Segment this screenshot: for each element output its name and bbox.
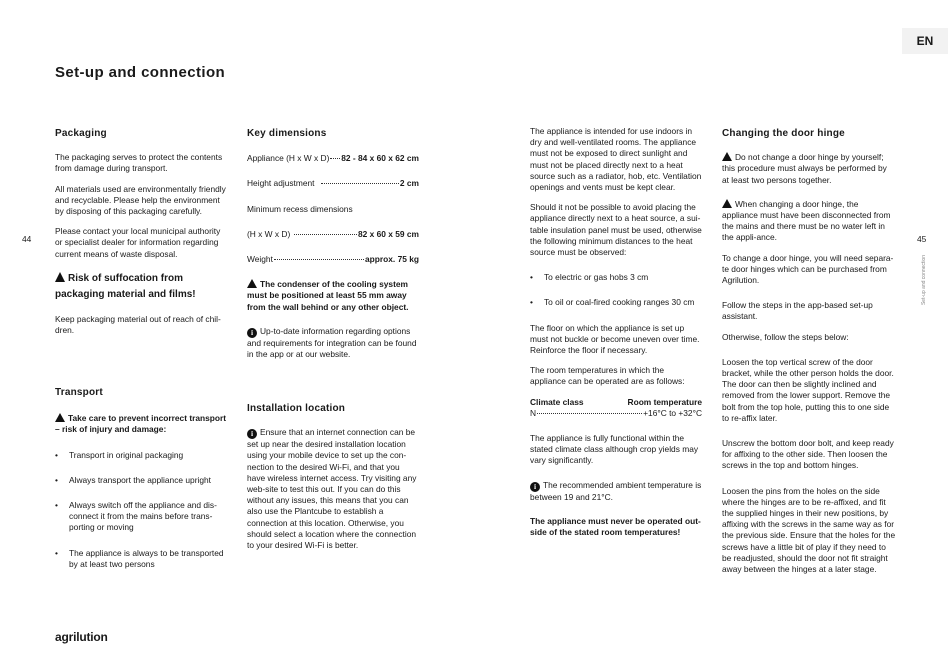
page-number-left: 44 [22, 234, 32, 244]
ambient-temp-info [530, 480, 702, 503]
ambient-temp-info-text: The recommended ambient temperature is between 19 and 21°C. [530, 479, 702, 502]
hinge-text-4: Loosen the top vertical screw of the door bracket, while the other person holds the door. The door can then be slightly inclined and removed from the lower support. Remove the bolt from the top hole, putting this to one side to re-affix later. [722, 356, 894, 423]
height-adjust-value: 2 cm [399, 178, 419, 189]
warning-icon [247, 279, 257, 288]
transport-bullet-1: Transport in original packaging [69, 449, 184, 460]
location-requirements [530, 126, 702, 538]
dimension-row-weight [247, 254, 419, 265]
recess-sub-label: (H x W x D) [247, 228, 291, 239]
room-temp-header: Room temperature [627, 396, 702, 407]
hinge-text-6: Loosen the pins from the holes on the side where the hinges are to be re-affixed, and fit the supplied hinges in their new positions, by affixing with the screws in the same way as for the previous side. Ensure that the holes for the screws have a little bit of play if they need to be readjusted, should the door not fit straight away between the hinges at a later stage. [722, 485, 896, 575]
transport-heading: Transport [55, 387, 103, 398]
condenser-warning-text: The condenser of the cooling system must be positioned at least 55 mm away from the wall behind or any other object. [247, 279, 409, 312]
packaging-section [55, 128, 230, 336]
room-temp-value: +16°C to +32°C [643, 407, 702, 418]
suffocation-warning [55, 271, 230, 303]
key-dimensions-section [247, 128, 419, 360]
dimension-row-recess [247, 229, 419, 240]
suffocation-warning-text: Risk of suffocation from packaging material and films! [55, 272, 196, 300]
appliance-dim-value: 82 - 84 x 60 x 62 cm [341, 153, 419, 164]
transport-bullet-4: The appliance is always to be transported by at least two persons [69, 547, 224, 569]
warning-icon [722, 152, 732, 161]
warning-icon [55, 272, 65, 282]
installation-info [247, 427, 419, 551]
hinge-warning-1 [722, 152, 896, 186]
hinge-text-5: Unscrew the bottom door bolt, and keep ready for affixing to the other side. Then loosen the screws in the top and bottom hinges. [722, 438, 894, 471]
location-text-3: The floor on which the appliance is set up must not buckle or become uneven over time. Reinforce the floor if necessary. [530, 322, 700, 356]
info-icon: i [247, 429, 257, 439]
distance-bullet-2: To oil or coal-fired cooking ranges 30 cm [544, 297, 695, 308]
temperature-warning: The appliance must never be operated out-side of the stated room temperatures! [530, 515, 701, 538]
packaging-text-4: Keep packaging material out of reach of chil-dren. [55, 313, 221, 336]
packaging-text-1: The packaging serves to protect the contents from damage during transport. [55, 152, 223, 174]
key-dimensions-heading: Key dimensions [247, 128, 327, 139]
recess-dims-label: Minimum recess dimensions [247, 203, 353, 214]
side-section-label: Set-up and connection [921, 255, 927, 306]
door-hinge-heading: Changing the door hinge [722, 128, 845, 139]
list-item: • To electric or gas hobs 3 cm [530, 272, 649, 283]
brand-logo: agrilution [55, 630, 108, 644]
hinge-warning-2 [722, 199, 896, 244]
hinge-text-2: Follow the steps in the app-based set-up assistant. [722, 300, 873, 322]
transport-warning-text: Take care to prevent incorrect transport – risk of injury and damage: [55, 413, 227, 435]
installation-heading: Installation location [247, 403, 346, 414]
condenser-warning [247, 279, 419, 313]
climate-class-header: Climate class [530, 396, 584, 407]
list-item: • Always transport the appliance upright [55, 474, 211, 485]
recess-dims-value: 82 x 60 x 59 cm [357, 228, 419, 239]
door-hinge-section [722, 128, 896, 575]
packaging-text-3: Please contact your local municipal authority or specialist dealer for information regarding current means of waste disposal. [55, 226, 221, 259]
packaging-heading: Packaging [55, 128, 107, 139]
list-item: • Always switch off the appliance and dis-connect it from the mains before trans-porting or moving [55, 500, 230, 534]
transport-bullet-2: Always transport the appliance upright [69, 474, 211, 485]
transport-bullet-3: Always switch off the appliance and dis-connect it from the mains before trans-porting or moving [69, 500, 217, 533]
list-item: • Transport in original packaging [55, 449, 184, 460]
transport-warning [55, 413, 230, 435]
installation-info-text: Ensure that an internet connection can be set up near the desired installation location using your mobile device to set up the con-nection to the desired Wi-Fi, and that you have wireless internet access. Try visiting any web-site to test this out. If you can do this without any issues, this means that you can also use the Plantcube to establish a connection at this location. Otherwise, you should select a location where the connection to your desired Wi-Fi is better. [247, 427, 417, 551]
hinge-text-1: To change a door hinge, you will need separa-te door hinges which can be purchased from Agrilution. [722, 252, 894, 286]
distance-bullet-1: To electric or gas hobs 3 cm [544, 272, 649, 283]
language-tab: EN [902, 28, 948, 54]
climate-table-row [530, 408, 702, 419]
warning-icon [55, 413, 65, 422]
hinge-warning-2-text: When changing a door hinge, the appliance must have been disconnected from the mains and there must be no water left in the appli-ance. [722, 198, 891, 243]
climate-table-header [530, 397, 702, 408]
height-adjust-label: Height adjustment [247, 178, 315, 189]
dimension-row-appliance [247, 153, 419, 164]
hinge-text-3: Otherwise, follow the steps below: [722, 331, 849, 342]
installation-section [247, 403, 419, 551]
info-icon: i [530, 482, 540, 492]
appliance-dim-label: Appliance (H x W x D) [247, 153, 330, 164]
location-text-4: The room temperatures in which the appliance can be operated are as follows: [530, 365, 685, 387]
dimension-row-height [247, 178, 419, 189]
integration-info-text: Up-to-date information regarding options and requirements for integration can be found in the app or at our website. [247, 325, 417, 360]
packaging-text-2: All materials used are environmentally friendly and recyclable. Please help the environment by disposing of this packaging carefully. [55, 183, 226, 217]
weight-value: approx. 75 kg [365, 254, 419, 265]
location-text-2: Should it not be possible to avoid placing the appliance directly next to a heat source, a sui-table insulation panel must be used, otherwise the following minimum distances to the heat source must be observed: [530, 202, 702, 258]
integration-info [247, 326, 419, 360]
location-text-1: The appliance is intended for use indoors in dry and well-ventilated rooms. The appliance must not be exposed to direct sunlight and must not be placed directly next to a heat source such as a radiator, hob, etc. Ventilation openings and vents must be kept clear. [530, 126, 702, 193]
climate-class-value: N [530, 407, 537, 418]
weight-label: Weight [247, 254, 273, 265]
list-item: • The appliance is always to be transported by at least two persons [55, 548, 230, 570]
list-item: • To oil or coal-fired cooking ranges 30 cm [530, 297, 695, 308]
page-title: Set-up and connection [55, 64, 226, 81]
hinge-warning-1-text: Do not change a door hinge by yourself; this procedure must always be performed by at least two persons together. [722, 152, 887, 185]
info-icon: i [247, 328, 257, 338]
transport-section [55, 387, 230, 570]
warning-icon [722, 199, 732, 208]
page-number-right: 45 [917, 234, 927, 244]
location-text-5: The appliance is fully functional within the stated climate class although crop yields may vary significantly. [530, 433, 699, 466]
